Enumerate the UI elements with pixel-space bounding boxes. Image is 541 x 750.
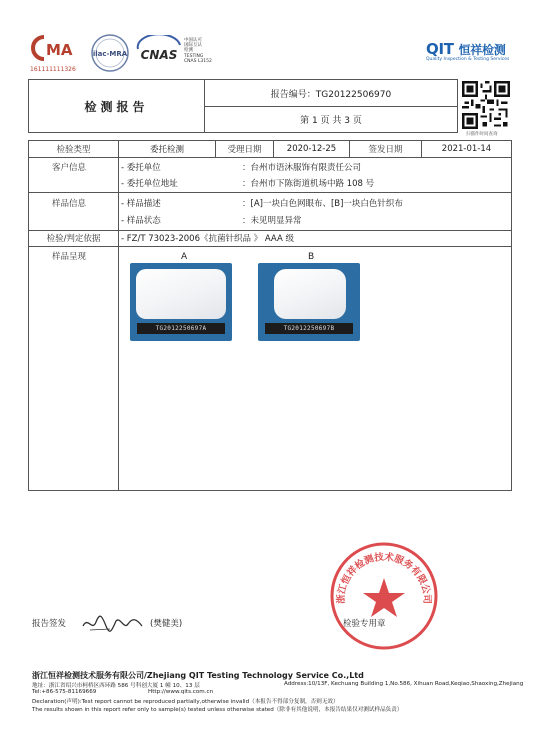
sample-photo-b [258, 263, 360, 341]
qr-caption: 扫描件时间查询 [466, 132, 498, 137]
footer-results-note: The results shown in this report refer only to sample(s) tested unless otherwise stated（除非有其他说明，本报告结果仅对测试样品负责） [32, 707, 403, 713]
ilac-mra-logo [90, 33, 130, 73]
client-section-label: 客户信息 [52, 163, 87, 173]
inspection-type-value: 委托检测 [149, 145, 184, 155]
fabric-sample-a [136, 269, 226, 319]
footer-tel: Tel:+86-575-81169669 [32, 689, 97, 695]
footer-address-cn: 地址：浙江省绍兴市柯桥区西环路 586 号科创大厦 1 幢 10、13 层 [32, 683, 200, 689]
svg-text:浙江恒祥检测技术服务有限公司: 浙江恒祥检测技术服务有限公司 [335, 551, 433, 604]
signer-name: (樊健美) [150, 619, 183, 629]
page-indicator: 第 1 页 共 3 页 [300, 116, 362, 126]
qit-logo: QIT 恒祥检测 [426, 40, 506, 58]
cnas-logo [134, 35, 184, 67]
issue-date-label: 签发日期 [368, 145, 403, 155]
photo-b-label: B [308, 252, 315, 262]
sample-state-value: ：未见明显异常 [242, 216, 302, 226]
basis-label: 检验/判定依据 [46, 234, 101, 244]
footer-company: 浙江恒祥检测技术服务有限公司/Zhejiang QIT Testing Technology Service Co.,Ltd [32, 671, 364, 680]
footer-declaration: Declaration(声明):Test report cannot be reproduced partially,otherwise invalid（本报告不得部分复制，否则无效） [32, 699, 339, 705]
handwritten-signature [80, 612, 146, 634]
sample-tag-b: TG2012250697B [265, 323, 353, 334]
official-seal [328, 540, 440, 652]
photo-a-label: A [181, 252, 188, 262]
issuer-label: 报告签发 [32, 619, 67, 629]
cma-logo [30, 33, 86, 63]
client-address-label: - 委托单位地址 [121, 179, 178, 189]
client-address-value: ：台州市下陈街道机场中路 108 号 [242, 179, 375, 189]
report-title: 检测报告 [29, 80, 205, 132]
report-number: 报告编号：TG20122506970 [205, 80, 457, 107]
cnas-accreditation-text: 中国认可 国际互认 检测 TESTING CNAS L3152 [184, 38, 212, 64]
presentation-label: 样品呈现 [52, 252, 87, 262]
sample-section-label: 样品信息 [52, 199, 87, 209]
report-table [28, 140, 512, 491]
inspection-type-label: 检验类型 [56, 145, 91, 155]
row-divider [29, 246, 511, 247]
report-header [28, 79, 458, 133]
client-unit-label: - 委托单位 [121, 163, 161, 173]
issue-date-value: 2021-01-14 [441, 144, 492, 154]
qit-tagline: Quality Inspection & Testing Services [426, 57, 510, 62]
footer-website[interactable]: Http://www.qits.com.cn [148, 689, 214, 695]
fabric-sample-b [274, 269, 346, 319]
row-divider [29, 157, 511, 158]
svg-text:MA: MA [46, 41, 73, 59]
basis-value: - FZ/T 73023-2006《抗菌针织品 》 AAA 级 [121, 234, 295, 244]
received-date-label: 受理日期 [227, 145, 262, 155]
cma-number: 161111111326 [30, 66, 76, 73]
sample-tag-a: TG2012250697A [137, 323, 225, 334]
stamp-label: 检验专用章 [343, 619, 386, 629]
footer-address-en: Address:10/13F, Kechuang Building 1,No.586, Xihuan Road,Keqiao,Shaoxing,Zhejiang [284, 681, 524, 687]
row-divider [29, 192, 511, 193]
svg-text:CNAS: CNAS [140, 48, 178, 62]
sample-photo-a [130, 263, 232, 341]
qr-code-icon[interactable] [462, 81, 510, 129]
sample-desc-label: - 样品描述 [121, 199, 161, 209]
sample-state-label: - 样品状态 [121, 216, 161, 226]
col-divider [118, 141, 119, 490]
sample-desc-value: ：[A]一块白色网眼布、[B]一块白色针织布 [242, 199, 403, 209]
received-date-value: 2020-12-25 [286, 144, 337, 154]
svg-text:ilac-MRA: ilac-MRA [92, 50, 128, 58]
client-unit-value: ：台州市语沐服饰有限责任公司 [242, 163, 362, 173]
